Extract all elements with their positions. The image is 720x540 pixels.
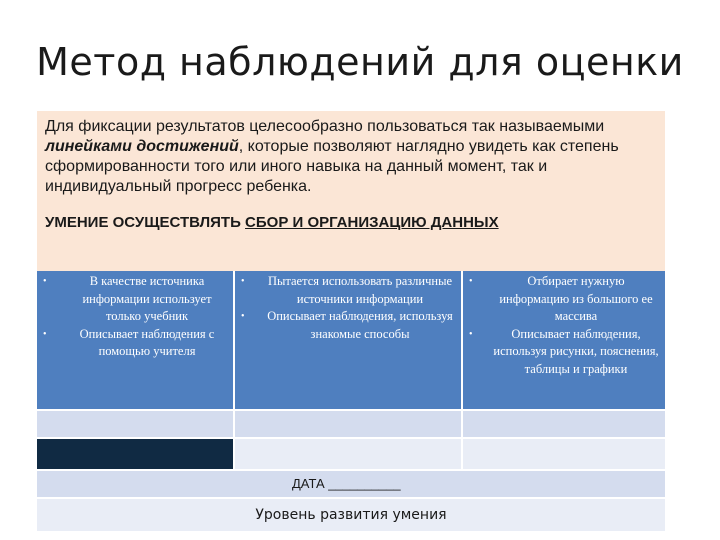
skill-prefix: УМЕНИЕ ОСУЩЕСТВЛЯТЬ [45, 214, 246, 231]
bullet-icon: • [241, 311, 245, 322]
bullet-icon: • [43, 276, 47, 287]
table-row-progress [37, 439, 665, 471]
list-item: • Описывает наблюдения, используя рисунки, пояснения, таблицы и графики [469, 326, 659, 376]
table-row-descriptors [37, 271, 665, 411]
bullet-icon: • [43, 328, 47, 340]
table-cell-level-3 [463, 271, 665, 409]
bullet-icon: • [469, 328, 473, 340]
intro-emphasis: линейками достижений [45, 138, 239, 155]
list-item: • В качестве источника информации использует только учебник [43, 274, 212, 323]
intro-box [37, 111, 665, 271]
table-cell-level-2 [235, 271, 463, 409]
table-cell [37, 411, 235, 437]
intro-text-after: , которые позволяют наглядно увидеть как степень сформированности того или иного навыка на данный момент, так и индивидуальный прогресс ребенка. [45, 138, 619, 195]
progress-cell-filled [37, 439, 235, 469]
list-item: • Описывает наблюдения, используя знакомые способы [241, 309, 453, 341]
list-item: • Описывает наблюдения с помощью учителя [43, 326, 215, 358]
bullet-icon: • [241, 276, 245, 287]
intro-text-before: Для фиксации результатов целесообразно пользоваться так называемыми [45, 118, 605, 135]
skill-underlined: СБОР И ОРГАНИЗАЦИЮ ДАННЫХ [245, 214, 499, 231]
table-cell [235, 411, 463, 437]
table-cell-level-1 [37, 271, 235, 409]
table-cell [235, 439, 463, 469]
table-row-level [37, 499, 665, 531]
table-row-empty [37, 411, 665, 439]
achievement-table [37, 271, 665, 531]
table-cell [463, 411, 665, 437]
bullet-icon: • [469, 276, 473, 287]
date-label: ДАТА __________ [292, 476, 401, 491]
list-item: • Пытается использовать различные источники информации [241, 274, 453, 306]
list-item: • Отбирает нужную информацию из большого ее массива [469, 274, 653, 323]
skill-heading [45, 213, 657, 233]
table-row-date [37, 471, 665, 499]
intro-paragraph [45, 117, 657, 197]
slide-title: Метод наблюдений для оценки [36, 40, 684, 84]
level-label: Уровень развития умения [255, 507, 447, 523]
table-cell [463, 439, 665, 469]
